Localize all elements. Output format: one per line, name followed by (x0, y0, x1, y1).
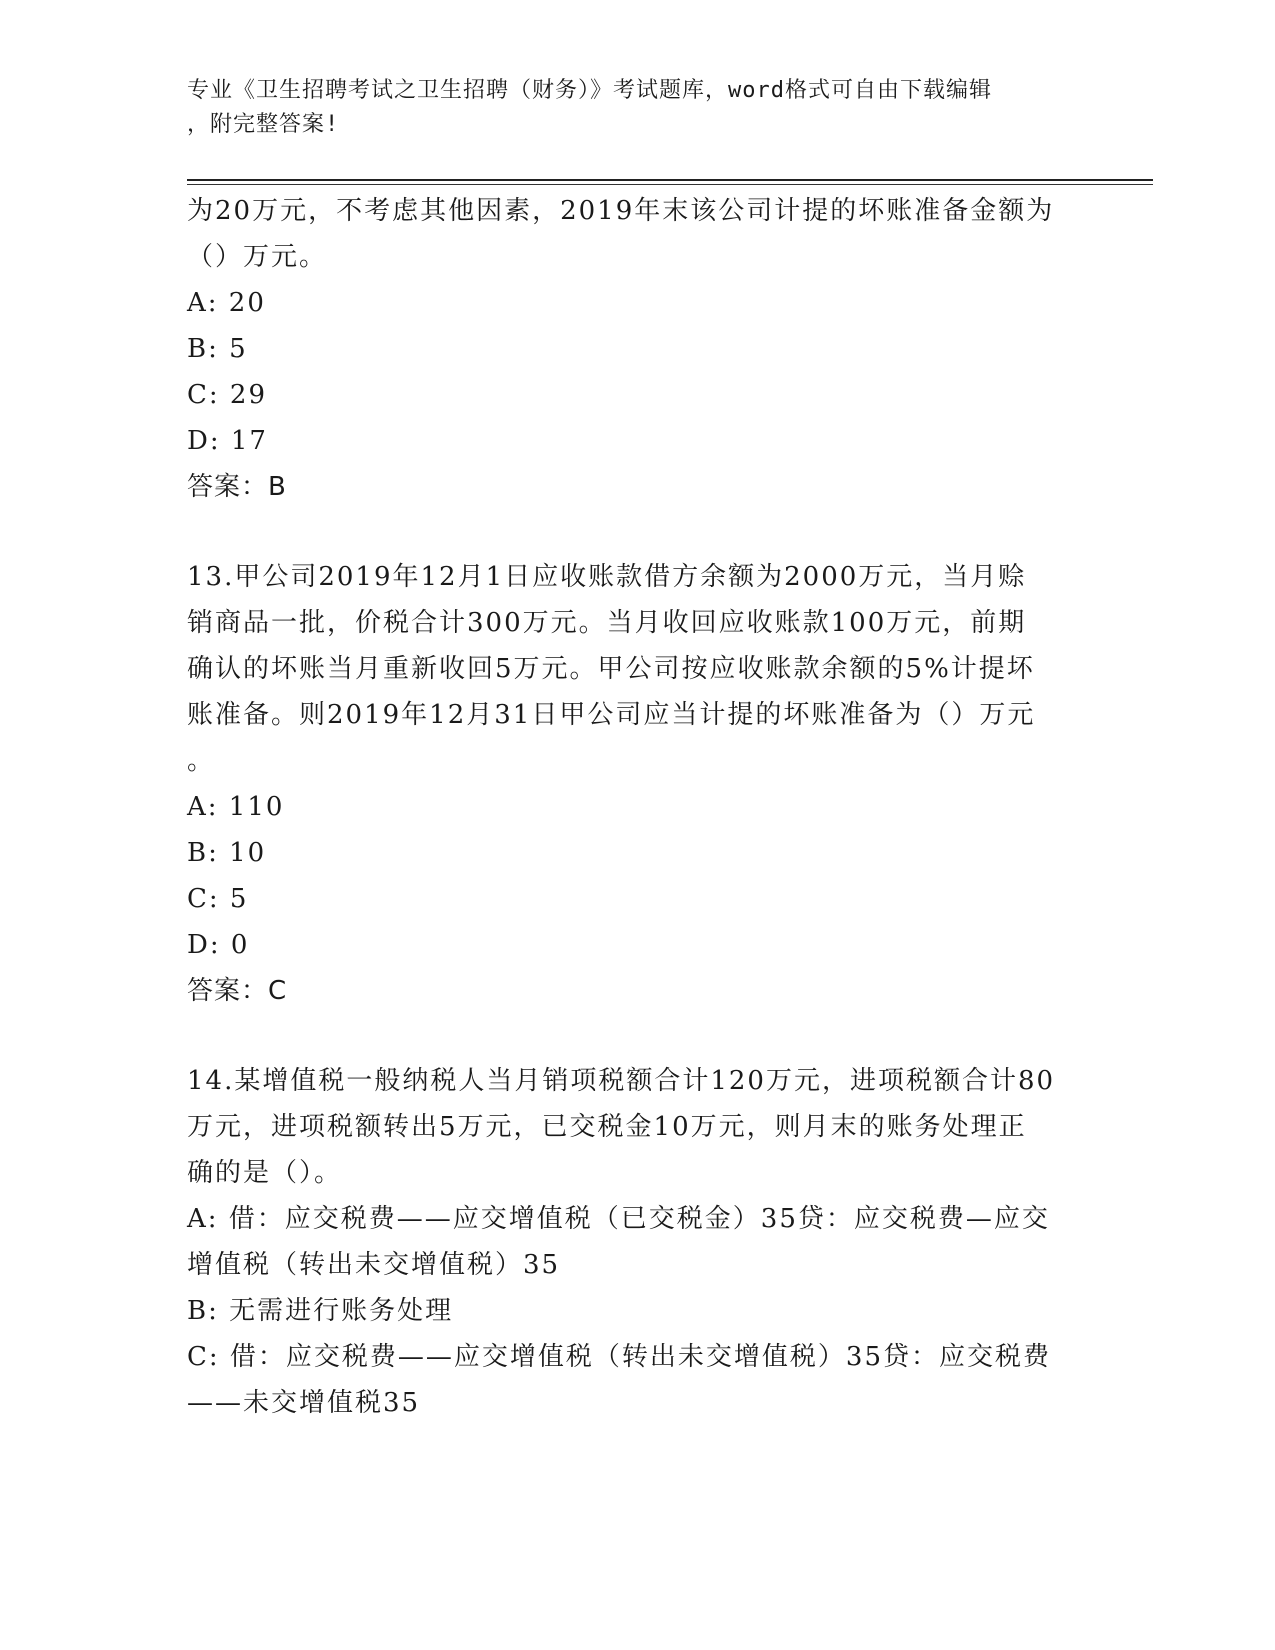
question-stem-line: 账准备。则2019年12月31日甲公司应当计提的坏账准备为（）万元 (187, 700, 1036, 730)
question-14 (187, 1058, 1087, 1426)
header-line-2: ，附完整答案! (187, 112, 340, 137)
option-c: C: 29 (187, 380, 268, 410)
option-a-line: 增值税（转出未交增值税）35 (187, 1250, 561, 1280)
header-rule-thin (187, 184, 1153, 185)
question-stem-line: 确认的坏账当月重新收回5万元。甲公司按应收账款余额的5%计提坏 (187, 654, 1035, 684)
option-d: D: 17 (187, 426, 268, 456)
option-a: A: 110 (187, 792, 285, 822)
option-b: B: 无需进行账务处理 (187, 1296, 454, 1326)
option-b: B: 5 (187, 334, 248, 364)
option-b: B: 10 (187, 838, 267, 868)
option-a-line: A: 借：应交税费——应交增值税（已交税金）35贷：应交税费—应交 (187, 1204, 1050, 1234)
question-stem-line: 为20万元，不考虑其他因素，2019年末该公司计提的坏账准备金额为 (187, 196, 1055, 226)
header-line-1: 专业《卫生招聘考试之卫生招聘（财务）》考试题库，word格式可自由下载编辑 (187, 78, 992, 103)
option-a: A: 20 (187, 288, 266, 318)
question-stem-line: 万元，进项税额转出5万元，已交税金10万元，则月末的账务处理正 (187, 1112, 1027, 1142)
question-stem-line: 14.某增值税一般纳税人当月销项税额合计120万元，进项税额合计80 (187, 1066, 1056, 1096)
question-stem-line: 。 (187, 746, 216, 776)
answer-line: 答案：B (187, 472, 287, 502)
option-c: C: 5 (187, 884, 249, 914)
question-12 (187, 188, 1087, 510)
question-gap (187, 510, 1087, 554)
option-d: D: 0 (187, 930, 250, 960)
header-rule-thick (187, 179, 1153, 181)
option-c-line: ——未交增值税35 (187, 1388, 421, 1418)
question-13 (187, 554, 1087, 1014)
question-stem-line: 13.甲公司2019年12月1日应收账款借方余额为2000万元，当月赊 (187, 562, 1027, 592)
answer-line: 答案：C (187, 976, 288, 1006)
option-c-line: C: 借：应交税费——应交增值税（转出未交增值税）35贷：应交税费 (187, 1342, 1052, 1372)
question-stem-line: （）万元。 (187, 242, 328, 272)
question-stem-line: 确的是（）。 (187, 1158, 343, 1188)
page-header (187, 74, 1067, 142)
question-stem-line: 销商品一批，价税合计300万元。当月收回应收账款100万元，前期 (187, 608, 1027, 638)
document-body (187, 188, 1087, 1426)
question-gap (187, 1014, 1087, 1058)
